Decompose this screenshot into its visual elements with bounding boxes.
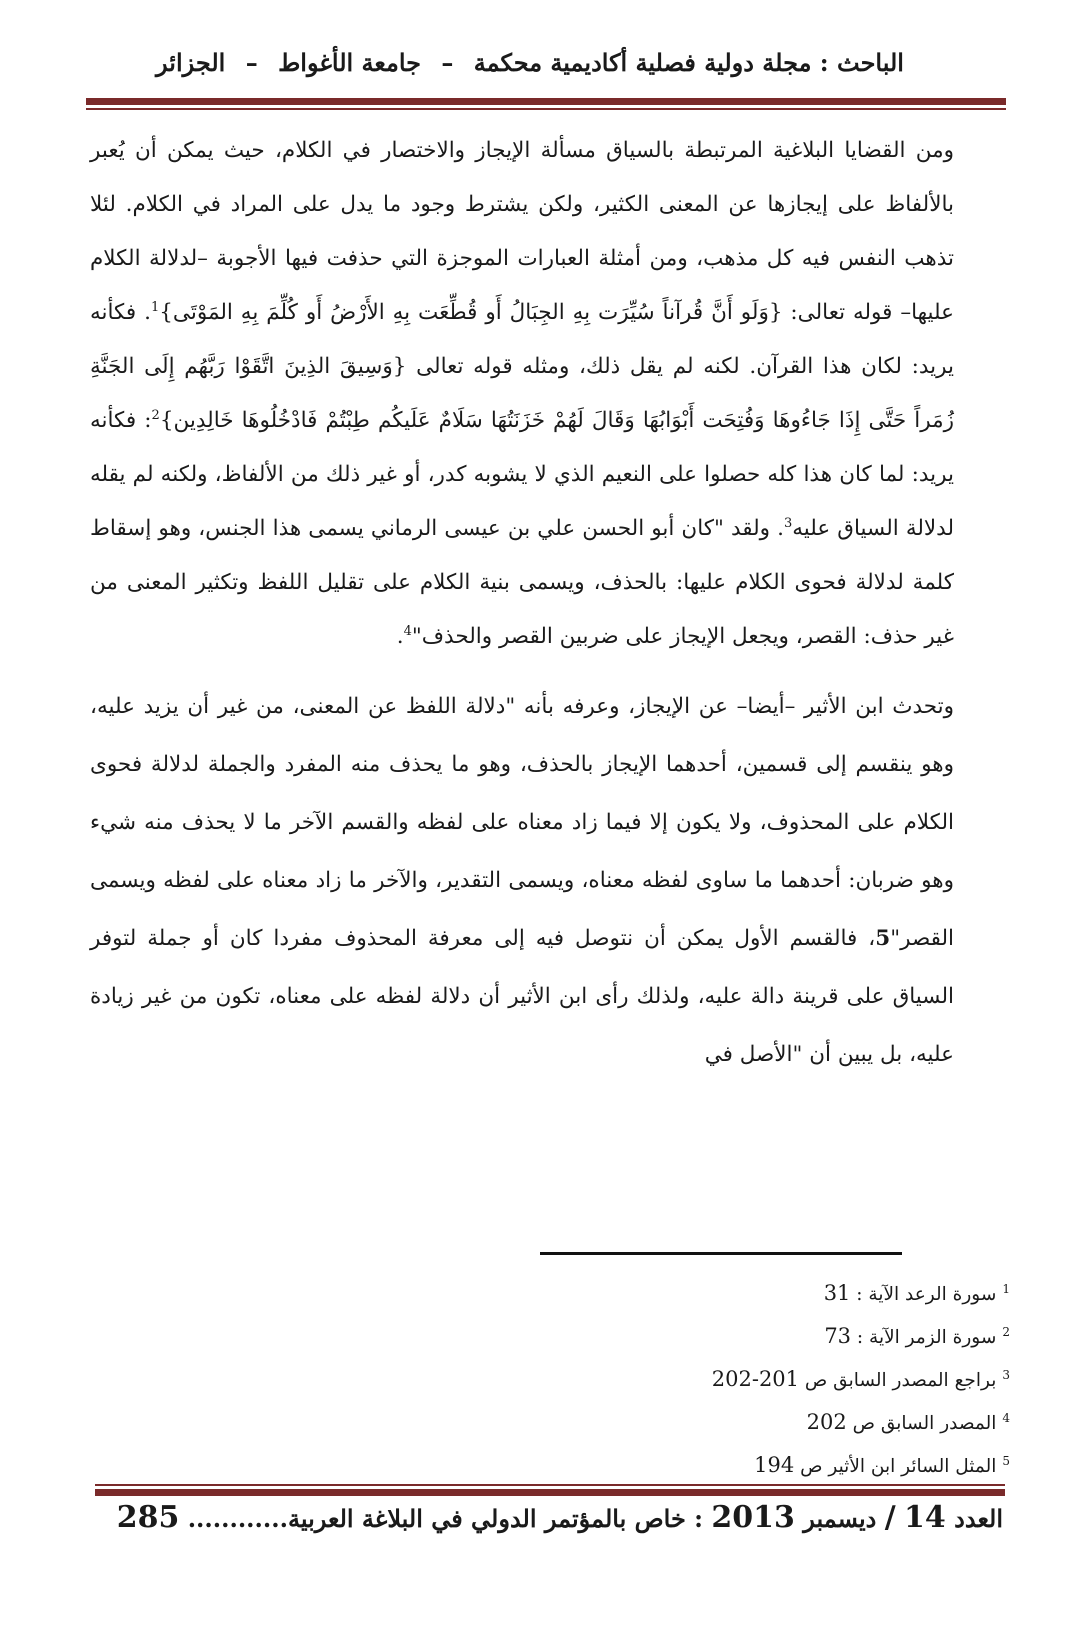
footnote-text: المصدر السابق ص — [846, 1413, 997, 1435]
footnote-text: سورة الرعد الآية : — [850, 1284, 997, 1306]
footer-year: 2013 — [711, 1500, 795, 1535]
footnote-item — [520, 1354, 1010, 1397]
footnote-number: 2 — [1002, 1325, 1010, 1339]
footnote-ref-4: 4 — [403, 623, 412, 639]
footnote-item — [520, 1397, 1010, 1440]
footnote-ref-value: 31 — [823, 1281, 851, 1306]
p1-text-d: . ولقد "كان أبو الحسن علي بن عيسى الرماني يسمى هذا الجنس، وهو إسقاط كلمة لدلالة فحوى الكلام عليها: بالحذف، ويسمى بنية الكلام على تقليل اللفظ وتكثير المعنى من غير حذف: القصر، ويجعل الإيجاز على ضربين القصر والحذف" — [90, 516, 954, 649]
footer-special-issue: : خاص بالمؤتمر الدولي في البلاغة العربية — [287, 1504, 703, 1533]
footer-month: ديسمبر — [803, 1504, 877, 1533]
main-text — [90, 124, 1002, 1084]
footnote-text: المثل السائر ابن الأثير ص — [794, 1456, 997, 1478]
footnotes — [520, 1268, 1010, 1483]
paragraph-1 — [90, 124, 1002, 664]
header-separator: – — [441, 48, 454, 77]
footer-slash: / — [884, 1500, 896, 1535]
p2-text-b: ، فالقسم الأول يمكن أن نتوصل فيه إلى معرفة المحذوف مفردا كان أو جملة لتوفر السياق على قرينة دالة عليه، ولذلك رأى ابن الأثير أن دلالة لفظه على معناه، تكون من غير زيادة عليه، بل يبين أن "الأصل في — [90, 926, 954, 1067]
footer-rule-thin — [95, 1484, 1005, 1486]
page-number: 285 — [116, 1500, 180, 1535]
p1-text-a: ومن القضايا البلاغية المرتبطة بالسياق مسألة الإيجاز والاختصار في الكلام، حيث يمكن أن يُعبر بالألفاظ على إيجازها عن المعنى الكثير، ولكن يشترط وجود ما يدل على المراد في الكلام. لئلا تذهب النفس فيه كل مذهب، ومن أمثلة العبارات الموجزة التي حذفت فيها الأجوبة –لدلالة الكلام عليها– قوله تعالى: — [90, 138, 954, 325]
header-university: جامعة الأغواط — [278, 48, 421, 77]
header-rule-thin — [86, 108, 1006, 110]
footnote-number: 5 — [1002, 1454, 1010, 1468]
p2-text-a: وتحدث ابن الأثير –أيضا– عن الإيجاز، وعرفه بأنه "دلالة اللفظ عن المعنى، من غير أن يزيد عليه، وهو ينقسم إلى قسمين، أحدهما الإيجاز بالحذف، وهو ما يحذف منه المفرد والجملة لدلالة فحوى الكلام على المحذوف، ولا يكون إلا فيما زاد معناه على لفظه والقسم الآخر ما لا يحذف منه شيء وهو ضربان: أحدهما ما ساوى لفظه معناه، ويسمى التقدير، والآخر ما زاد معناه على لفظه ويسمى القصر" — [90, 694, 954, 951]
footnote-number: 3 — [1002, 1368, 1010, 1382]
footer-dots: ............ — [187, 1504, 288, 1533]
footnote-item — [520, 1440, 1010, 1483]
footnote-item — [520, 1268, 1010, 1311]
footnote-ref-value: 194 — [754, 1453, 795, 1478]
header-journal: الباحث : مجلة دولية فصلية أكاديمية محكمة — [473, 48, 904, 77]
footnote-ref-5: 5 — [875, 926, 891, 951]
footnote-separator — [540, 1252, 902, 1255]
footnote-text: براجع المصدر السابق ص — [799, 1370, 997, 1392]
p1-text-e: . — [396, 624, 404, 649]
footnote-ref-value: 202 — [806, 1410, 847, 1435]
header-rule-thick — [86, 98, 1006, 105]
paragraph-2 — [90, 678, 1002, 1084]
footnote-number: 4 — [1002, 1411, 1010, 1425]
footnote-ref-value: 73 — [824, 1324, 852, 1349]
footnote-ref-value: 201-202 — [711, 1367, 800, 1392]
footnote-ref-2: 2 — [151, 407, 160, 423]
header-country: الجزائر — [156, 48, 226, 77]
footer-issue-label: العدد — [954, 1504, 1003, 1533]
running-header — [150, 48, 910, 77]
footer-issue-number: 14 — [904, 1500, 946, 1535]
footnote-number: 1 — [1002, 1282, 1010, 1296]
quran-verse-1: {وَلَو أَنَّ قُرآناً سُيِّرَت بِهِ الجِبَالُ أَو قُطِّعَت بِهِ الأَرْضُ أَو كُلِّمَ بِهِ المَوْتَى} — [159, 300, 783, 325]
quran-verse-2: {وَسِيقَ الذِينَ اتَّقَوْا رَبَّهُم إِلَى الجَنَّةِ زُمَراً حَتَّى إِذَا جَاءُوهَا وَفُتِحَت أَبْوَابُهَا وَقَالَ لَهُمْ خَزَنَتُهَا سَلَامٌ عَلَيكُم طِبْتُمْ فَادْخُلُوهَا خَالِدِين} — [90, 354, 955, 433]
header-separator-2: – — [245, 48, 258, 77]
footnote-item — [520, 1311, 1010, 1354]
p1-text-c: : فكأنه يريد: لما كان هذا كله حصلوا على النعيم الذي لا يشوبه كدر، أو غير ذلك من الألفاظ، ولكنه لم يقله لدلالة السياق عليه — [90, 408, 954, 541]
footnote-ref-1: 1 — [150, 299, 160, 315]
footnote-text: سورة الزمر الآية : — [851, 1327, 997, 1349]
footnote-ref-3: 3 — [783, 515, 793, 531]
running-footer — [118, 1500, 1003, 1535]
footer-rule-thick — [95, 1489, 1005, 1496]
p1-text-b: . فكأنه يريد: لكان هذا القرآن. لكنه لم يقل ذلك، ومثله قوله تعالى — [90, 300, 954, 379]
